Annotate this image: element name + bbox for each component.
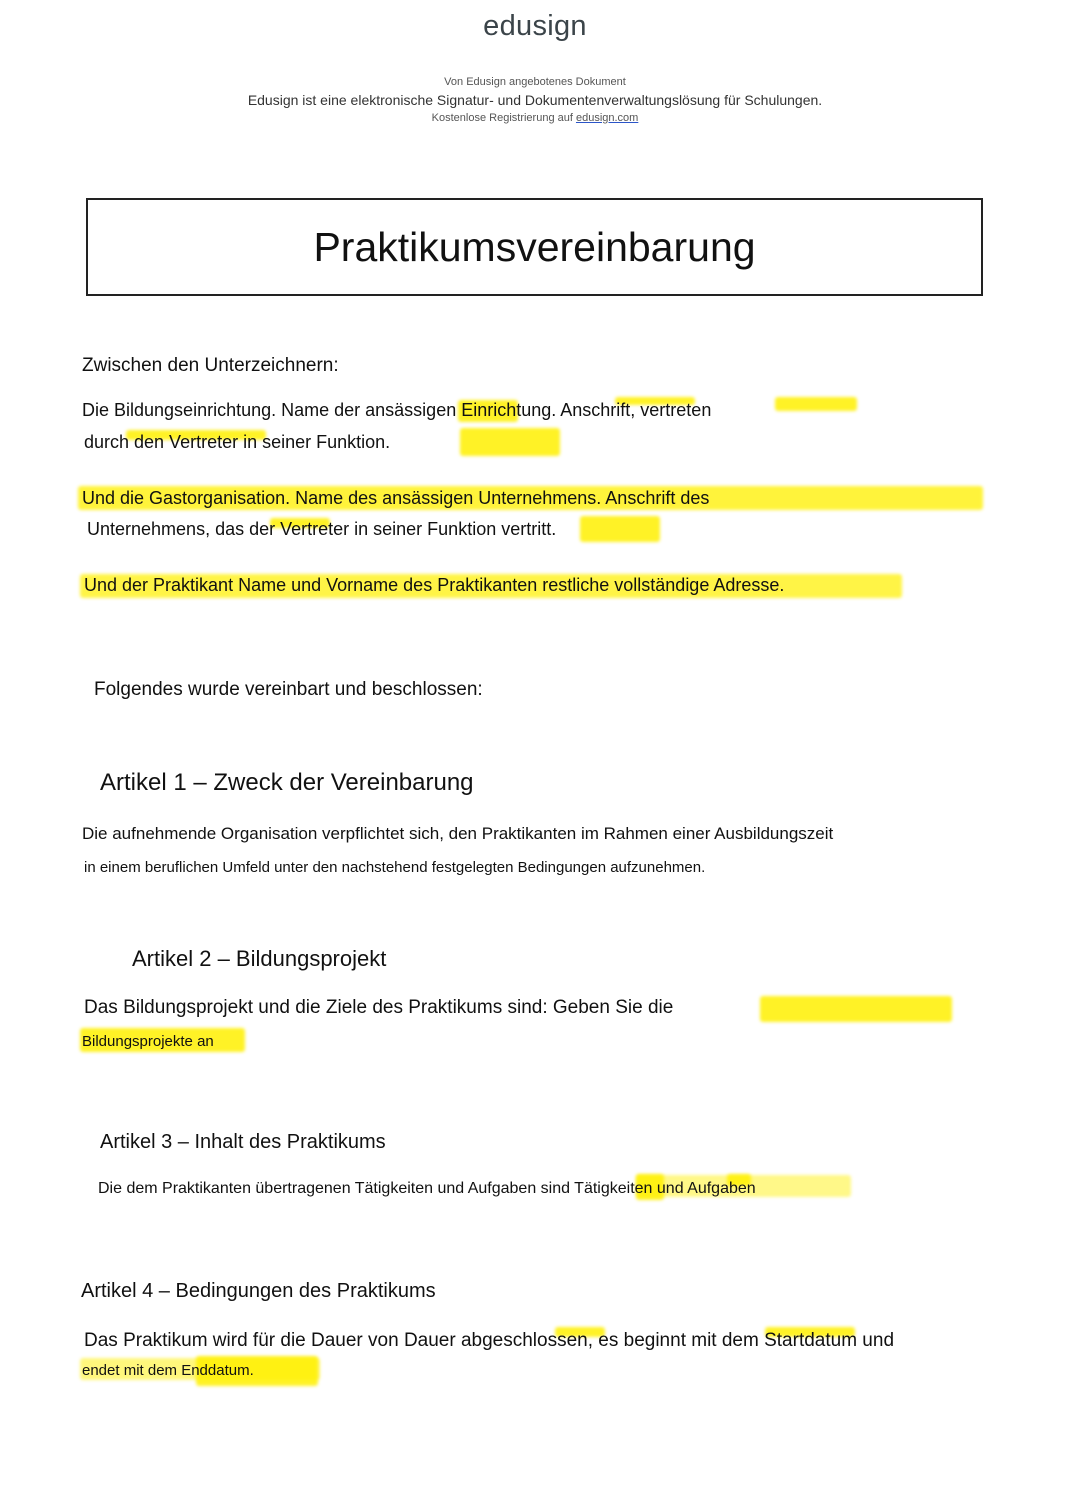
offered-by-text: Von Edusign angebotenes Dokument (444, 76, 626, 88)
article-3-heading: Artikel 3 – Inhalt des Praktikums (100, 1131, 386, 1153)
party3-text: Und der Praktikant Name und Vorname des Praktikanten restliche vollständige Adresse. (84, 575, 785, 595)
highlight-mark (580, 516, 660, 542)
party2-line1: Und die Gastorganisation. Name des ansässigen Unternehmens. Anschrift des (82, 488, 710, 508)
tagline-text: Edusign ist eine elektronische Signatur- und Dokumentenverwaltungslösung für Schulungen. (247, 92, 823, 108)
document-title-box (86, 198, 983, 296)
article-4-heading: Artikel 4 – Bedingungen des Praktikums (81, 1280, 436, 1302)
register-prefix: Kostenlose Registrierung auf (431, 112, 576, 124)
article-1-line2: in einem beruflichen Umfeld unter den nachstehend festgelegten Bedingungen aufzunehmen. (84, 859, 706, 876)
party1-line1: Die Bildungseinrichtung. Name der ansässigen Einrichtung. Anschrift, vertreten (82, 400, 712, 420)
article-4-line2: endet mit dem Enddatum. (82, 1362, 254, 1379)
article-2-line1: Das Bildungsprojekt und die Ziele des Praktikums sind: Geben Sie die (84, 997, 674, 1018)
article-2-line2: Bildungsprojekte an (82, 1033, 214, 1050)
agreed-text: Folgendes wurde vereinbart und beschlossen: (94, 679, 483, 700)
edusign-link[interactable]: edusign.com (575, 112, 639, 124)
register-text (0, 112, 1070, 124)
article-3-line1: Die dem Praktikanten übertragenen Tätigkeiten und Aufgaben sind Tätigkeiten und Aufgaben (98, 1180, 756, 1197)
highlight-mark (460, 428, 560, 456)
article-1-heading: Artikel 1 – Zweck der Vereinbarung (100, 769, 474, 796)
party2-line2: Unternehmens, das der Vertreter in seiner Funktion vertritt. (87, 519, 557, 539)
document-title: Praktikumsvereinbarung (313, 223, 756, 270)
party1-line2: durch den Vertreter in seiner Funktion. (84, 432, 391, 452)
intro-text: Zwischen den Unterzeichnern: (82, 355, 339, 376)
highlight-mark (760, 996, 952, 1022)
article-1-line1: Die aufnehmende Organisation verpflichtet sich, den Praktikanten im Rahmen einer Ausbildungszeit (82, 824, 834, 843)
highlight-mark (775, 397, 857, 411)
article-2-heading: Artikel 2 – Bildungsprojekt (132, 946, 387, 971)
edusign-logo: edusign (483, 10, 587, 42)
article-4-line1: Das Praktikum wird für die Dauer von Dauer abgeschlossen, es beginnt mit dem Startdatum und (84, 1330, 895, 1351)
